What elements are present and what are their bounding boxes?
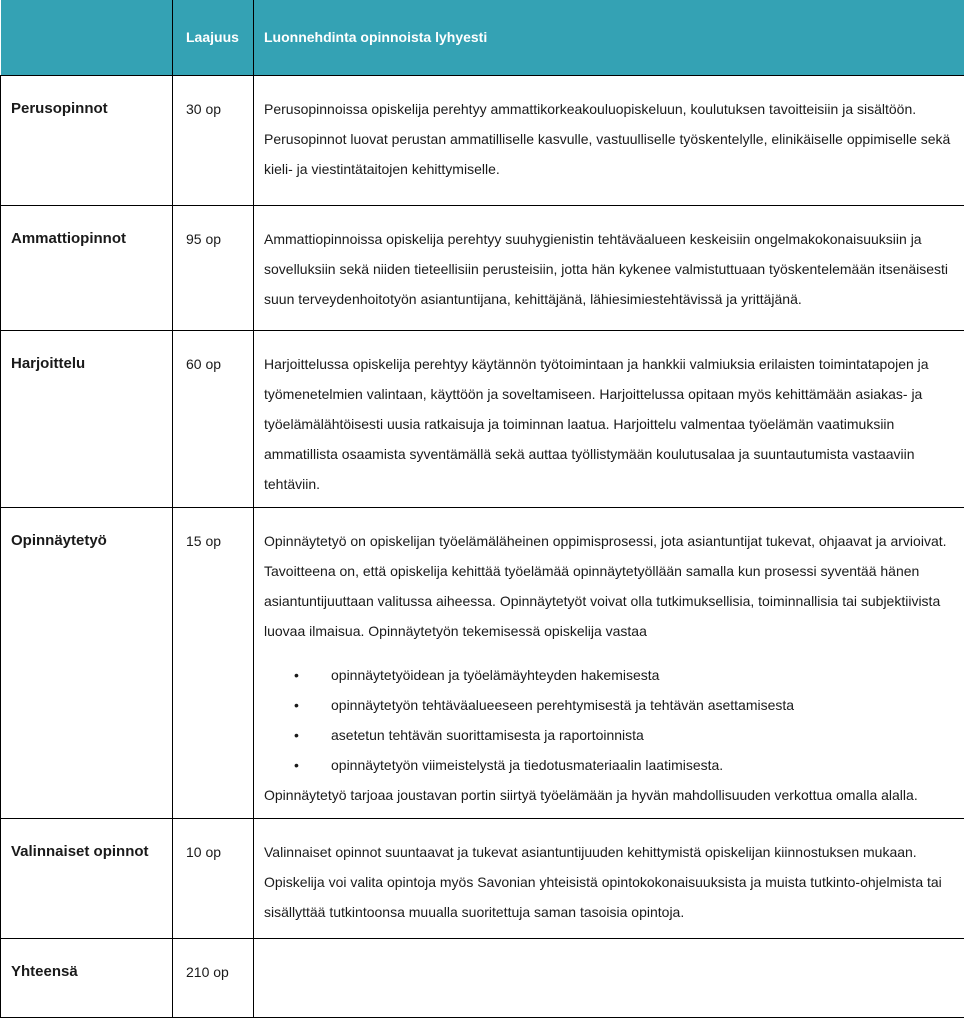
description-cell — [254, 205, 964, 330]
bullet-item: • asetetun tehtävän suorittamisesta ja raportoinnista — [294, 720, 951, 750]
header-cell-laajuus: Laajuus — [173, 0, 254, 75]
header-row — [1, 0, 964, 75]
bullet-item: • opinnäytetyön viimeistelystä ja tiedotusmateriaalin laatimisesta. — [294, 750, 951, 780]
header-cell-empty — [1, 0, 173, 75]
bullet-item: • opinnäytetyöidean ja työelämäyhteyden hakemisesta — [294, 660, 951, 690]
description-cell — [254, 507, 964, 818]
description-cell — [254, 75, 964, 205]
table-row — [1, 507, 964, 818]
row-title: Perusopinnot — [1, 75, 173, 205]
credits-cell: 10 op — [173, 818, 254, 938]
row-title: Harjoittelu — [1, 330, 173, 507]
description-text: Ammattiopinnoissa opiskelija perehtyy suuhygienistin tehtäväalueen keskeisiin ongelmakokonaisuuksiin ja sovelluksiin sekä niiden tieteellisiin perusteisiin, jotta hän kykenee valmistuttuaan työskentelemään itsenäisesti suun terveydenhoitotyön asiantuntijana, kehittäjänä, lähiesimiestehtävissä ja yrittäjänä. — [264, 224, 951, 314]
bullet-list — [264, 660, 951, 780]
description-cell — [254, 938, 964, 1017]
description-text: Perusopinnoissa opiskelija perehtyy ammattikorkeakouluopiskeluun, koulutuksen tavoitteisiin ja sisältöön. Perusopinnot luovat perustan ammatilliselle kasvulle, vastuulliselle työskentelylle, elinikäiselle oppimiselle sekä kieli- ja viestintätaitojen kehittymiselle. — [264, 94, 951, 184]
credits-cell: 30 op — [173, 75, 254, 205]
table-row — [1, 330, 964, 507]
row-title: Yhteensä — [1, 938, 173, 1017]
header-cell-luonnehdinta: Luonnehdinta opinnoista lyhyesti — [254, 0, 964, 75]
description-intro: Opinnäytetyö on opiskelijan työelämäläheinen oppimisprosessi, jota asiantuntijat tukevat, ohjaavat ja arvioivat. Tavoitteena on, että opiskelija kehittää työelämää opinnäytetyöllään samalla kun prosessi syventää hänen asiantuntijuuttaan valitussa aiheessa. Opinnäytetyöt voivat olla tutkimuksellisia, toiminnallisia tai subjektiivista luovaa ilmaisua. Opinnäytetyön tekemisessä opiskelija vastaa — [264, 526, 951, 646]
table-row — [1, 938, 964, 1017]
credits-cell: 95 op — [173, 205, 254, 330]
description-cell — [254, 818, 964, 938]
row-title: Ammattiopinnot — [1, 205, 173, 330]
bullet-item: • opinnäytetyön tehtäväalueeseen perehtymisestä ja tehtävän asettamisesta — [294, 690, 951, 720]
row-title: Valinnaiset opinnot — [1, 818, 173, 938]
credits-cell: 60 op — [173, 330, 254, 507]
description-outro: Opinnäytetyö tarjoaa joustavan portin siirtyä työelämään ja hyvän mahdollisuuden verkottua omalla alalla. — [264, 780, 951, 810]
table-row — [1, 205, 964, 330]
description-text: Valinnaiset opinnot suuntaavat ja tukevat asiantuntijuuden kehittymistä opiskelijan kiinnostuksen mukaan. Opiskelija voi valita opintoja myös Savonian yhteisistä opintokokonaisuuksista ja muista tutkinto-ohjelmista tai sisällyttää tutkintoonsa muualla suoritettuja saman tasoisia opintoja. — [264, 837, 951, 927]
credits-cell: 210 op — [173, 938, 254, 1017]
description-cell — [254, 330, 964, 507]
table-row — [1, 818, 964, 938]
row-title: Opinnäytetyö — [1, 507, 173, 818]
credits-cell: 15 op — [173, 507, 254, 818]
description-text: Harjoittelussa opiskelija perehtyy käytännön työtoimintaan ja hankkii valmiuksia erilaisten toimintatapojen ja työmenetelmien valintaan, käyttöön ja soveltamiseen. Harjoittelussa opitaan myös kehittämään asiakas- ja työelämälähtöisesti uusia ratkaisuja ja toiminnan laatua. Harjoittelu valmentaa työelämän vaatimuksiin ammatillista osaamista syventämällä sekä auttaa työllistymään koulutusalaa ja suuntautumista vastaaviin tehtäviin. — [264, 349, 951, 499]
table-row — [1, 75, 964, 205]
